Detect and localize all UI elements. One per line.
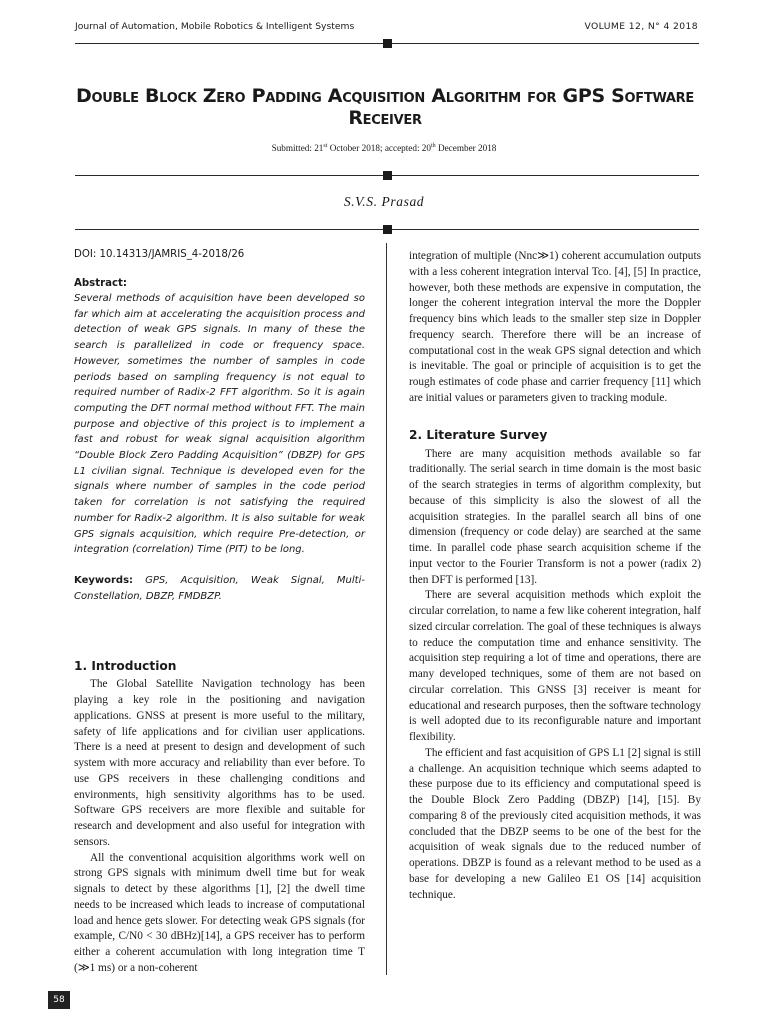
keywords-text: GPS, Acquisition, Weak Signal, Multi-Constellation, DBZP, FMDBZP.	[74, 574, 365, 602]
intro-paragraph-2: All the conventional acquisition algorithms work well on strong GPS signals with minimum dwell time but for weak signals to detect by these algorithms [1], [2] the dwell time needs to be increased which leads to increase of computational load and hence gets slower. For detecting weak GPS signals (for example, C/N0 < 30 dBHz)[14], a GPS receiver has to perform either a coherent accumulation with long integration time T (≫1 ms) or a non-coherent	[74, 851, 365, 974]
doi: DOI: 10.14313/JAMRIS_4-2018/26	[74, 249, 245, 260]
keywords-label: Keywords:	[74, 574, 134, 586]
page-number: 58	[48, 991, 70, 1009]
journal-name: Journal of Automation, Mobile Robotics & Intelligent Systems	[75, 21, 355, 32]
literature-paragraph-1: There are many acquisition methods available so far traditionally. The serial search in time domain is the most basic of the search strategies in terms of algorithm complexity, but because of this simplicity is also the slowest of all the acquisition strategies. In the parallel search all bins of one dimension (frequency or code delay) are searched at the same time. In parallel code phase search acquisition scheme if the input vector to the Fourier Transform is not a power (radix 2) then DFT is performed [13].	[409, 447, 701, 586]
section-heading-literature-survey: 2. Literature Survey	[409, 427, 548, 442]
author: S.V.S. Prasad	[343, 194, 425, 209]
keywords	[74, 573, 365, 604]
abstract-text: Several methods of acquisition have been developed so far which aim at accelerating the acquisition process and detection of weak GPS signals. In many of these the search is parallelized in code or frequency space. However, sometimes the number of samples in code periods based on sampling frequency is not equal to required number of Radix-2 FFT algorithm. So it is again computing the DFT normal method without FFT. The main purpose and objective of this project is to implement a fast and robust for weak signal acquisition algorithm “Double Block Zero Padding Acquisition” (DBZP) for GPS L1 civilian signal. Technique is developed even for the signals where number of samples in the code period taken for correlation is not satisfying the required number for Radix-2 algorithm. It is also suitable for weak GPS signals acquisition, which require Pre-detection, or integration (correlation) Time (PIT) to be long.	[74, 293, 365, 556]
right-column	[409, 249, 701, 903]
intro-paragraph-1: The Global Satellite Navigation technology has been playing a key role in the positioning and navigation applications. GNSS at present is more useful to the military, safety of life applications and for civilian user applications. There is a need at present to design and development of such system with more accuracy and reliability than ever before. To use GPS receivers in these challenging conditions and environments, high sensitivity algorithms has to be used. Software GPS receivers are more flexible and suitable for research and development and also useful for integration with sensors.	[74, 678, 365, 848]
volume-issue: VOLUME 12, N° 4 2018	[584, 21, 698, 32]
left-column	[74, 249, 365, 977]
literature-paragraph-2: There are several acquisition methods which exploit the circular correlation, to name a few like coherent integration, half sized circular correlation. The goal of these techniques is always to reduce the computation time and enhance sensitivity. The acquisition step requiring a lot of time and operations, there are many developed techniques, some of them are not based on circular correlation. This GNSS [3] receiver is meant for educational and research purposes, then the software technology is well adopted due to its reconfigurable nature and important flexibility.	[409, 589, 702, 743]
column-divider	[386, 243, 387, 975]
paper-title: Double Block Zero Padding Acquisition Algorithm for GPS Software Receiver	[76, 85, 694, 129]
author-rule-marker	[383, 225, 392, 234]
abstract-label: Abstract:	[74, 278, 127, 289]
literature-paragraph-3: The efficient and fast acquisition of GPS L1 [2] signal is still a challenge. An acquisition technique which seems adapted to these purpose due to its efficiency and computational speed is the Double Block Zero Padding (DBZP) [14], [15]. By comparing 8 of the previously cited acquisition methods, it was concluded that the DBZP seems to be one of the best for the acquisition of weak signals due to the reduced number of operations. DBZP is found as a relevant method to be used as a base for developing a new Galileo E1 OS [14] acquisition technique.	[409, 746, 701, 901]
running-head	[75, 21, 698, 35]
intro-paragraph-3: integration of multiple (Nnc≫1) coherent accumulation outputs with a less coherent integration interval Tco. [4], [5] In practice, however, both these methods are expensive in computation, the longer the coherent integration interval the more the Doppler frequency bins which leads to the smaller step size in Doppler frequency search. Therefore there will be an increase of computational cost in the weak GPS signal detection and which is inevitable. The goal or principle of acquisition is to get the rough estimates of code phase and carrier frequency [11] which are initial values or parameters given to tracking module.	[409, 250, 701, 404]
header-rule-marker	[383, 39, 392, 48]
submission-dates: Submitted: 21st October 2018; accepted: 20th December 2018	[271, 143, 497, 154]
title-rule-marker	[383, 171, 392, 180]
section-heading-introduction: 1. Introduction	[74, 659, 177, 674]
